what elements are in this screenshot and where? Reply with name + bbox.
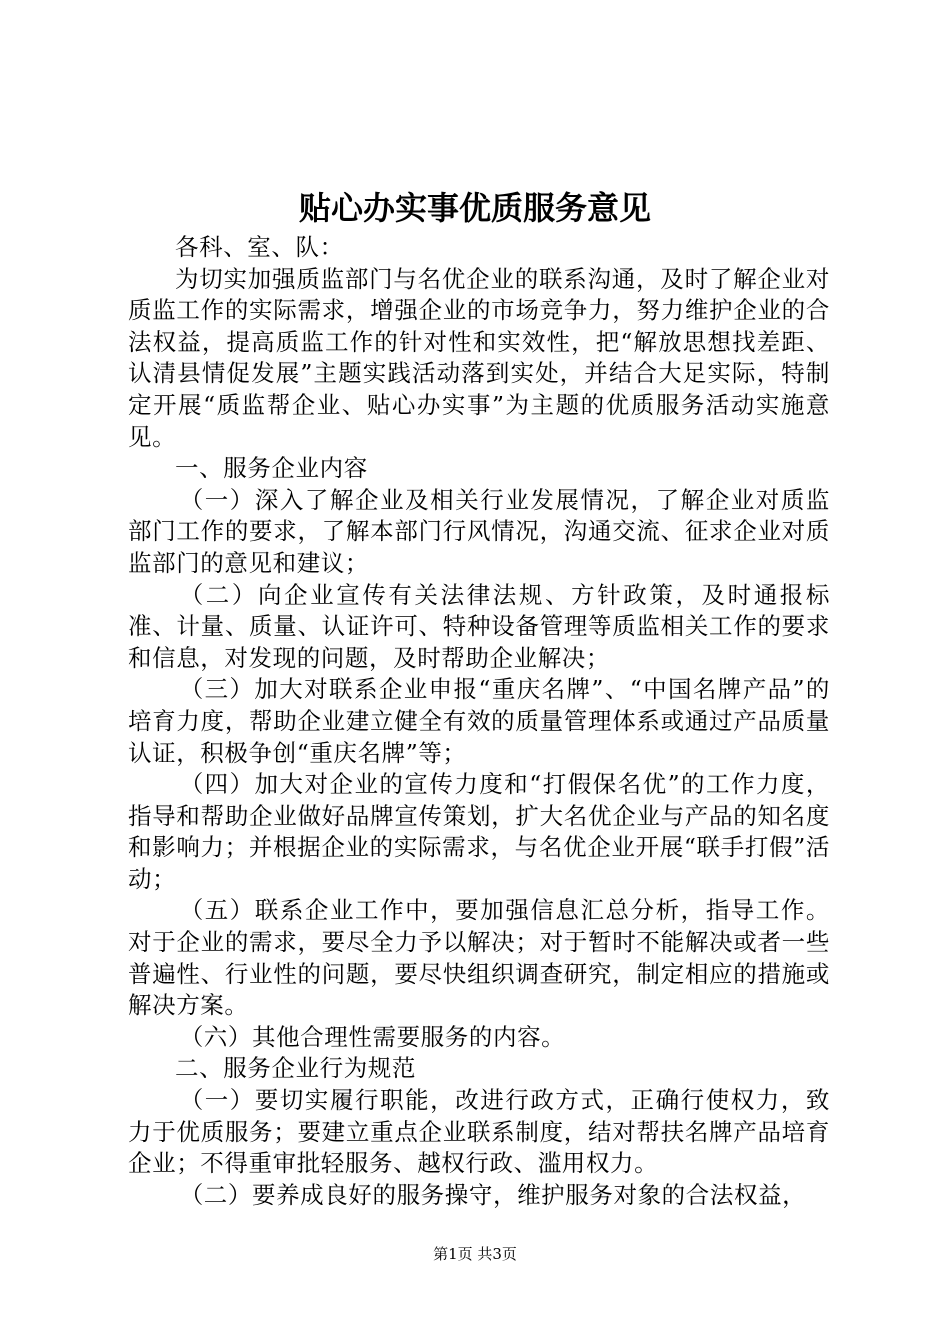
paragraph-item: （五）联系企业工作中，要加强信息汇总分析，指导工作。对于企业的需求，要尽全力予以解决；对于暂时不能解决或者一些普遍性、行业性的问题，要尽快组织调查研究，制定相应的措施或解决方案。: [128, 896, 830, 1020]
paragraph-item: （三）加大对联系企业申报“重庆名牌”、“中国名牌产品”的培育力度，帮助企业建立健全有效的质量管理体系或通过产品质量认证，积极争创“重庆名牌”等；: [128, 675, 830, 767]
salutation: 各科、室、队：: [175, 233, 344, 261]
section-heading-1: 一、服务企业内容: [175, 454, 368, 483]
document-body: [128, 232, 830, 1211]
document-title: 贴心办实事优质服务意见: [298, 189, 651, 227]
section-heading-2: 二、服务企业行为规范: [175, 1054, 416, 1083]
paragraph-intro: 为切实加强质监部门与名优企业的联系沟通，及时了解企业对质监工作的实际需求，增强企业的市场竞争力，努力维护企业的合法权益，提高质监工作的针对性和实效性，把“解放思想找差距、认清县情促发展”主题实践活动落到实处，并结合大足实际，特制定开展“质监帮企业、贴心办实事”为主题的优质服务活动实施意见。: [128, 264, 830, 451]
paragraph-item: （六）其他合理性需要服务的内容。: [179, 1022, 566, 1051]
page-footer: [0, 1244, 950, 1264]
paragraph-item: （二）向企业宣传有关法律法规、方针政策，及时通报标准、计量、质量、认证许可、特种设备管理等质监相关工作的要求和信息，对发现的问题，及时帮助企业解决；: [128, 580, 830, 672]
page-number: 第1页 共3页: [433, 1245, 517, 1263]
paragraph-item: （一）深入了解企业及相关行业发展情况，了解企业对质监部门工作的要求，了解本部门行风情况，沟通交流、征求企业对质监部门的意见和建议；: [128, 485, 830, 577]
paragraph-item: （四）加大对企业的宣传力度和“打假保名优”的工作力度，指导和帮助企业做好品牌宣传策划，扩大名优企业与产品的知名度和影响力；并根据企业的实际需求，与名优企业开展“联手打假”活动；: [128, 770, 830, 893]
paragraph-item: （二）要养成良好的服务操守，维护服务对象的合法权益，: [179, 1180, 807, 1209]
paragraph-item: （一）要切实履行职能，改进行政方式，正确行使权力，致力于优质服务；要建立重点企业联系制度，结对帮扶名牌产品培育企业；不得重审批轻服务、越权行政、滥用权力。: [128, 1086, 830, 1178]
